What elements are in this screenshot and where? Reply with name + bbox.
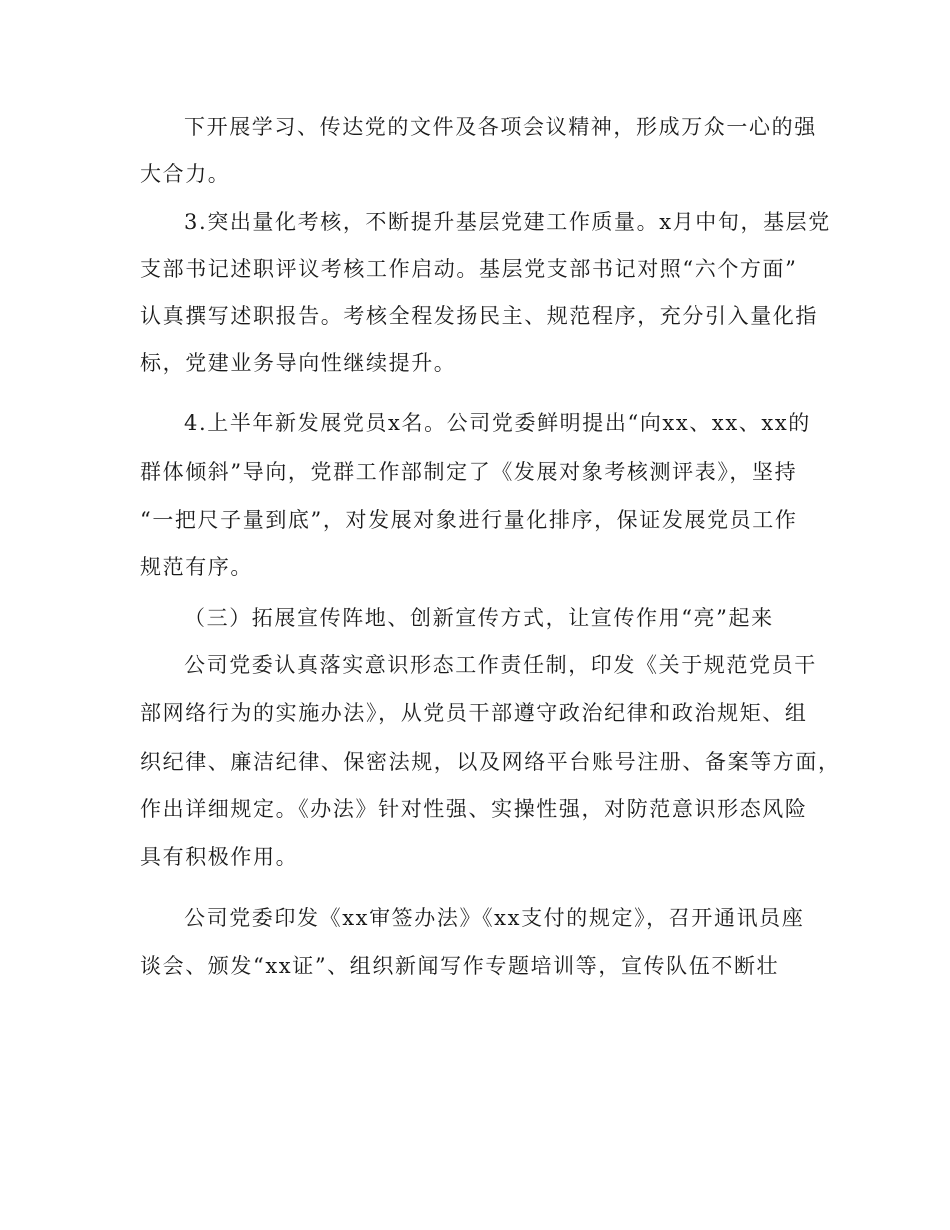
- paragraph-line: 4.上半年新发展党员x名。公司党委鲜明提出“向xx、xx、xx的: [184, 411, 811, 435]
- paragraph-line: 认真撰写述职报告。考核全程发扬民主、规范程序，充分引入量化指: [140, 304, 818, 328]
- section-heading: （三）拓展宣传阵地、创新宣传方式，让宣传作用“亮”起来: [184, 606, 774, 630]
- paragraph-line: 大合力。: [140, 162, 231, 186]
- paragraph-line: 群体倾斜”导向，党群工作部制定了《发展对象考核测评表》，坚持: [140, 460, 798, 484]
- paragraph-line: 部网络行为的实施办法》，从党员干部遵守政治纪律和政治规矩、组: [140, 701, 808, 725]
- paragraph-line: 下开展学习、传达党的文件及各项会议精神，形成万众一心的强: [184, 115, 817, 139]
- paragraph-line: 公司党委印发《xx审签办法》《xx支付的规定》，召开通讯员座: [184, 906, 805, 930]
- paragraph-line: 谈会、颁发“xx证”、组织新闻写作专题培训等，宣传队伍不断壮: [140, 954, 780, 978]
- paragraph-line: 标，党建业务导向性继续提升。: [140, 351, 457, 375]
- paragraph-line: 织纪律、廉洁纪律、保密法规，以及网络平台账号注册、备案等方面，: [140, 750, 841, 774]
- paragraph-line: 规范有序。: [140, 555, 253, 579]
- paragraph-line: 支部书记述职评议考核工作启动。基层党支部书记对照“六个方面”: [140, 257, 798, 281]
- paragraph-line: 3.突出量化考核，不断提升基层党建工作质量。x月中旬，基层党: [184, 210, 831, 234]
- paragraph-line: “一把尺子量到底”，对发展对象进行量化排序，保证发展党员工作: [140, 508, 798, 532]
- paragraph-line: 公司党委认真落实意识形态工作责任制，印发《关于规范党员干: [184, 653, 817, 677]
- paragraph-line: 作出详细规定。《办法》针对性强、实操性强，对防范意识形态风险: [140, 797, 808, 821]
- paragraph-line: 具有积极作用。: [140, 845, 299, 869]
